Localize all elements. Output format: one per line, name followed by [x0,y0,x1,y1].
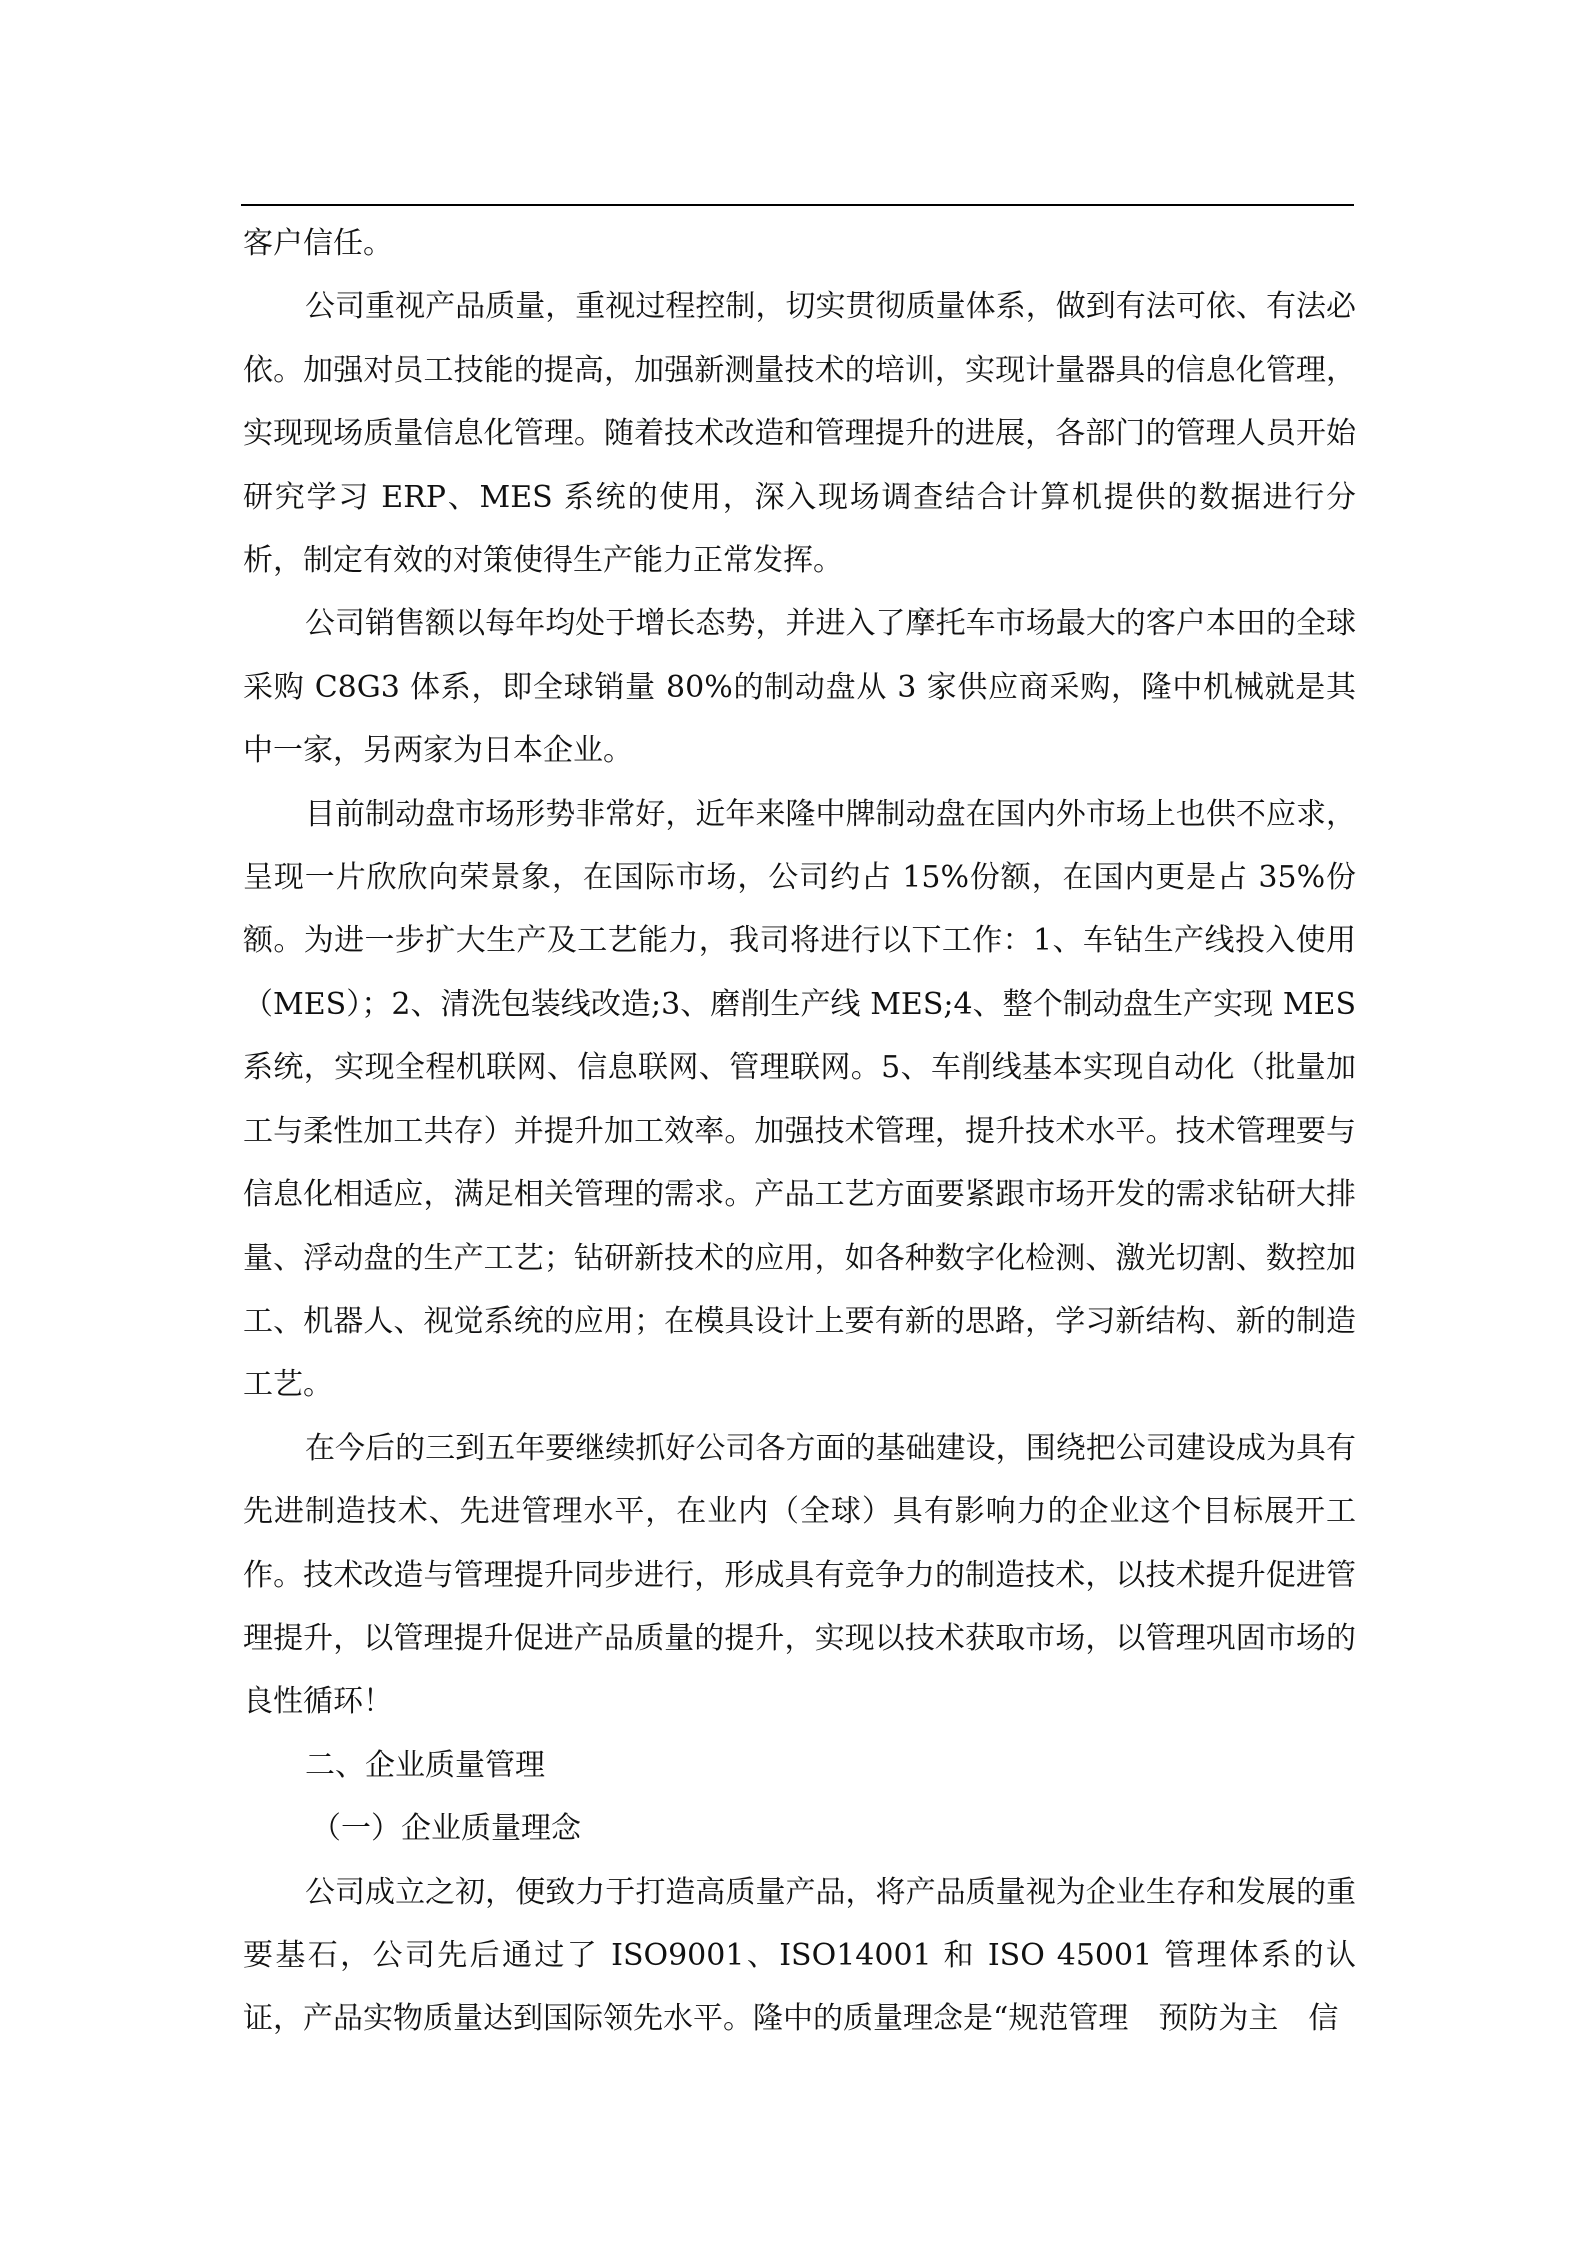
paragraph-continuation: 客户信任。 [243,226,393,261]
header-rule [241,204,1354,206]
body-text [243,212,1356,2051]
paragraph-market-situation: 目前制动盘市场形势非常好，近年来隆中牌制动盘在国内外市场上也供不应求，呈现一片欣欣向荣景象，在国际市场，公司约占 15%份额，在国内更是占 35%份额。为进一步扩大生产及工艺能力，我司将进行以下工作：1、车钻生产线投入使用（MES）；2、清洗包装线改造;3、磨削生产线 MES;4、整个制动盘生产实现 MES 系统，实现全程机联网、信息联网、管理联网。5、车削线基本实现自动化（批量加工与柔性加工共存）并提升加工效率。加强技术管理，提升技术水平。技术管理要与信息化相适应，满足相关管理的需求。产品工艺方面要紧跟市场开发的需求钻研大排量、浮动盘的生产工艺；钻研新技术的应用，如各种数字化检测、激光切割、数控加工、机器人、视觉系统的应用；在模具设计上要有新的思路，学习新结构、新的制造工艺。 [243,796,1356,1403]
paragraph-quality-philosophy: 公司成立之初，便致力于打造高质量产品，将产品质量视为企业生存和发展的重要基石，公司先后通过了 ISO9001、ISO14001 和 ISO 45001 管理体系的认证，产品实物质量达到国际领先水平。隆中的质量理念是“规范管理 预防为主 信 [243,1874,1356,2037]
section-heading: 二、企业质量管理 [305,1747,545,1783]
paragraph-future-plan: 在今后的三到五年要继续抓好公司各方面的基础建设，围绕把公司建设成为具有先进制造技术、先进管理水平，在业内（全球）具有影响力的企业这个目标展开工作。技术改造与管理提升同步进行，形成具有竞争力的制造技术，以技术提升促进管理提升，以管理提升促进产品质量的提升，实现以技术获取市场，以管理巩固市场的良性循环！ [243,1430,1356,1720]
paragraph-sales-growth: 公司销售额以每年均处于增长态势，并进入了摩托车市场最大的客户本田的全球采购 C8G3 体系，即全球销量 80%的制动盘从 3 家供应商采购，隆中机械就是其中一家，另两家为日本企业。 [243,606,1356,769]
subsection-heading: （一）企业质量理念 [311,1811,581,1847]
paragraph-quality-control: 公司重视产品质量，重视过程控制，切实贯彻质量体系，做到有法可依、有法必依。加强对员工技能的提高，加强新测量技术的培训，实现计量器具的信息化管理，实现现场质量信息化管理。随着技术改造和管理提升的进展，各部门的管理人员开始研究学习 ERP、MES 系统的使用，深入现场调查结合计算机提供的数据进行分析，制定有效的对策使得生产能力正常发挥。 [243,289,1356,579]
